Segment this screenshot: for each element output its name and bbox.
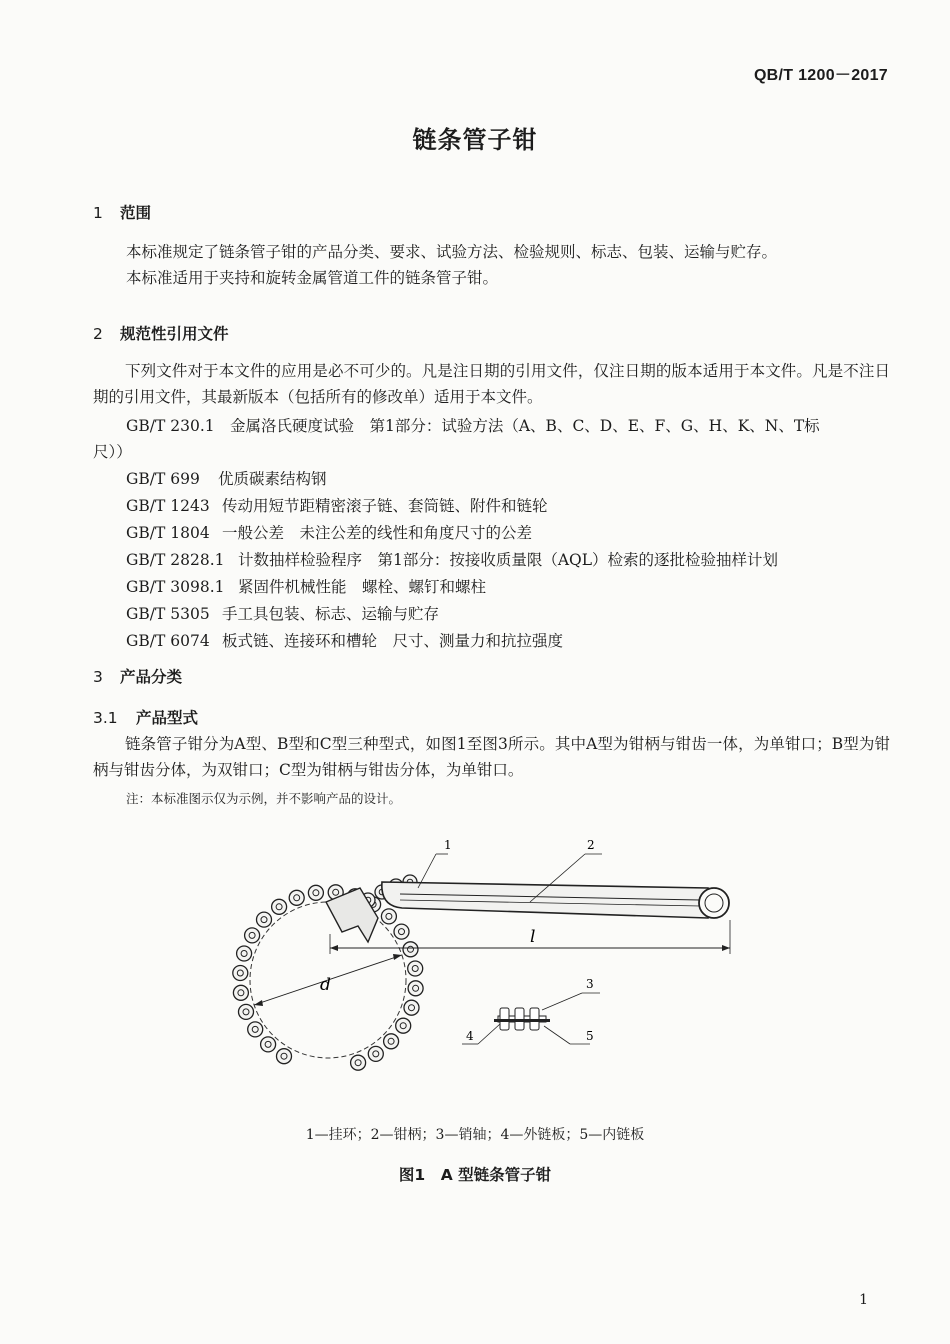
chain-roller (384, 1034, 399, 1049)
chain-roller (239, 1004, 254, 1019)
chain-roller (408, 961, 423, 976)
reference-code: GB/T 699 (126, 470, 200, 488)
leader-line (478, 1024, 500, 1044)
dimension-l-label: l (530, 927, 536, 947)
section-3-1-heading (93, 706, 198, 728)
arrow-head (722, 945, 730, 951)
dimension-d-label: d (320, 975, 331, 995)
section-number: 1 (93, 204, 103, 222)
reference-title: 板式链、连接环和槽轮 尺寸、测量力和抗拉强度 (222, 632, 564, 650)
handle (382, 882, 722, 918)
reference-title: 紧固件机械性能 螺栓、螺钉和螺柱 (238, 578, 487, 596)
chain-roller (245, 928, 260, 943)
reference-title: 传动用短节距精密滚子链、套筒链、附件和链轮 (222, 497, 548, 515)
reference-item (126, 548, 778, 570)
reference-item (126, 414, 820, 436)
figure-key: 1—挂环；2—钳柄；3—销轴；4—外链板；5—内链板 (305, 1127, 645, 1143)
reference-item (126, 575, 486, 597)
page-title: 链条管子钳 (412, 126, 538, 154)
scope-paragraph-2: 本标准适用于夹持和旋转金属管道工件的链条管子钳。 (126, 269, 499, 287)
section-title: 产品分类 (120, 668, 183, 686)
handle-hole (699, 888, 729, 918)
arrow-head (330, 945, 338, 951)
scope-paragraph-1: 本标准规定了链条管子钳的产品分类、要求、试验方法、检验规则、标志、包装、运输与贮存。 (126, 243, 778, 261)
callout-1: 1 (444, 838, 452, 852)
figure-title: 图1 A 型链条管子钳 (398, 1166, 552, 1184)
reference-code: GB/T 2828.1 (126, 551, 225, 569)
reference-code: GB/T 1243 (126, 497, 210, 515)
reference-title: 手工具包装、标志、运输与贮存 (222, 605, 440, 623)
callout-2: 2 (587, 838, 595, 852)
chain-roller (277, 1049, 292, 1064)
reference-title: 计数抽样检验程序 第1部分：按接收质量限（AQL）检索的逐批检验抽样计划 (238, 551, 779, 569)
reference-code: GB/T 6074 (126, 632, 210, 650)
arrow-head (254, 1000, 263, 1006)
chain-roller (394, 924, 409, 939)
section-title: 规范性引用文件 (120, 325, 229, 343)
chain-roller (308, 885, 323, 900)
link-axis (494, 1019, 550, 1022)
reference-title: 优质碳素结构钢 (218, 470, 327, 488)
reference-code: GB/T 230.1 (126, 417, 215, 435)
page-number: 1 (859, 1292, 868, 1308)
reference-item (126, 494, 548, 516)
product-type-paragraph: 链条管子钳分为A型、B型和C型三种型式，如图1至图3所示。其中A型为钳柄与钳齿一体，为单钳口；B型为钳柄与钳齿分体，为双钳口；C型为钳柄与钳齿分体，为单钳口。 (93, 735, 890, 779)
chain-roller (368, 1046, 383, 1061)
chain-roller (261, 1037, 276, 1052)
chain-roller (289, 890, 304, 905)
chain-roller (351, 1055, 366, 1070)
callout-3: 3 (586, 977, 594, 991)
callout-4: 4 (466, 1029, 474, 1043)
chain-roller (396, 1018, 411, 1033)
section-1-heading (93, 201, 151, 223)
references-intro: 下列文件对于本文件的应用是必不可少的。凡是注日期的引用文件，仅注日期的版本适用于本文件。凡是不注日期的引用文件，其最新版本（包括所有的修改单）适用于本文件。 (93, 362, 890, 406)
reference-item (126, 602, 439, 624)
chain-roller (272, 899, 287, 914)
section-title: 范围 (120, 204, 152, 222)
callout-5: 5 (586, 1029, 594, 1043)
section-number: 2 (93, 325, 103, 343)
reference-item (126, 629, 563, 651)
section-number: 3 (93, 668, 103, 686)
chain-roller (403, 942, 418, 957)
section-2-heading (93, 322, 229, 344)
reference-title: 一般公差 未注公差的线性和角度尺寸的公差 (222, 524, 533, 542)
reference-item (126, 467, 327, 489)
chain-roller (408, 981, 423, 996)
section-number: 3.1 (93, 709, 118, 727)
chain-roller (404, 1000, 419, 1015)
leader-line (542, 993, 582, 1010)
reference-title: 金属洛氏硬度试验 第1部分：试验方法（A、B、C、D、E、F、G、H、K、N、T标 (230, 417, 820, 435)
section-title: 产品型式 (136, 709, 199, 727)
reference-item (126, 521, 532, 543)
reference-code: GB/T 3098.1 (126, 578, 225, 596)
reference-code: GB/T 1804 (126, 524, 210, 542)
section-3-heading (93, 665, 182, 687)
chain-roller (233, 966, 248, 981)
note: 注：本标准图示仅为示例，并不影响产品的设计。 (126, 791, 402, 806)
chain-roller (248, 1022, 263, 1037)
reference-continuation: 尺）） (93, 443, 132, 461)
chain-roller (257, 912, 272, 927)
figure-a-type-chain-wrench (230, 830, 750, 1110)
chain-roller (381, 909, 396, 924)
reference-code: GB/T 5305 (126, 605, 210, 623)
arrow-head (393, 954, 402, 960)
standard-code: QB/T 1200－2017 (753, 67, 888, 84)
chain-roller (233, 985, 248, 1000)
leader-line (544, 1026, 570, 1044)
chain-roller (237, 946, 252, 961)
